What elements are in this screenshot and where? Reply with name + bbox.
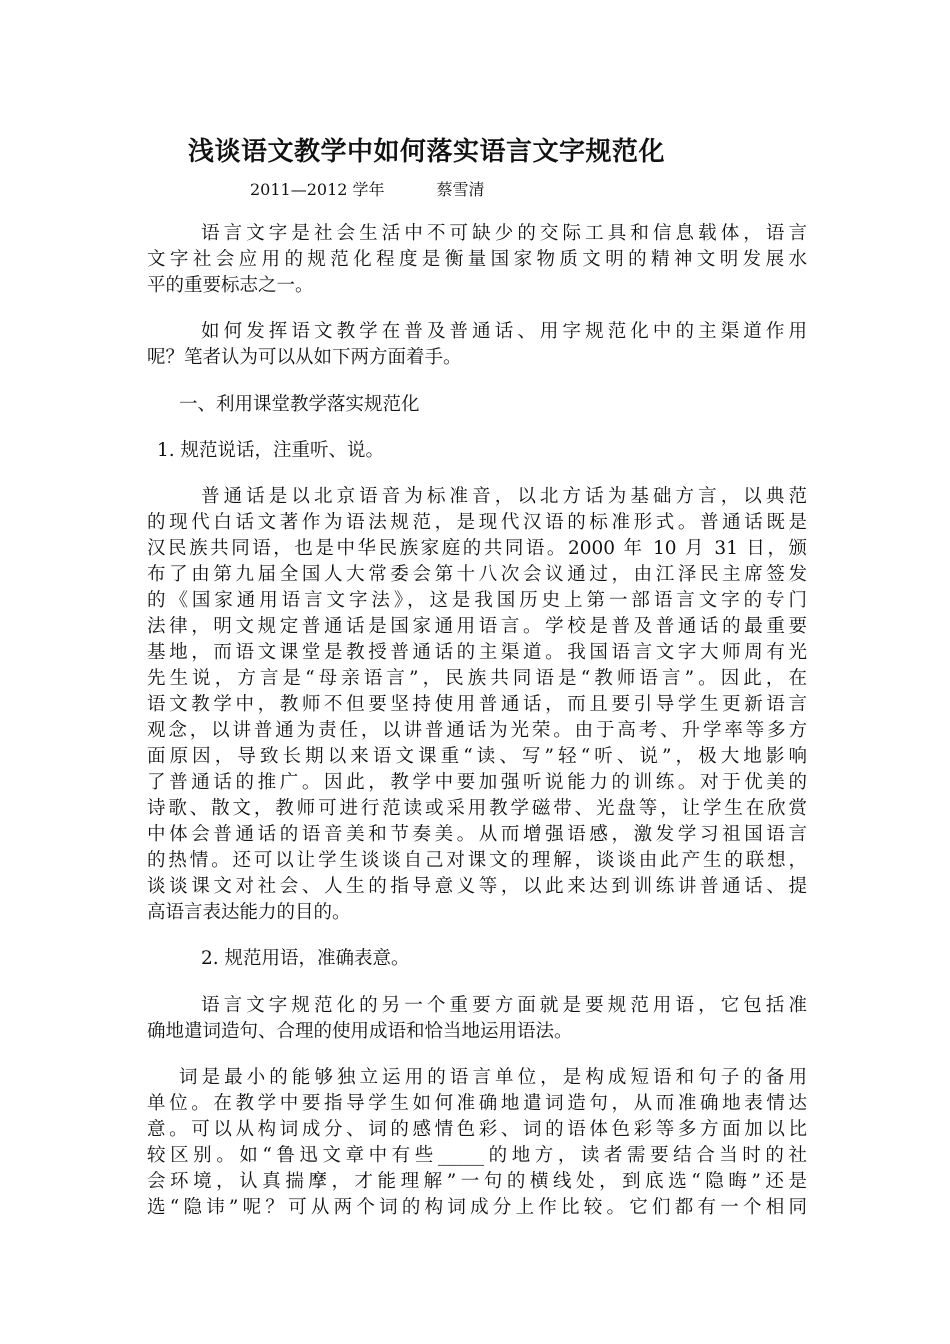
body-line: 文字社会应用的规范化程度是衡量国家物质文明的精神文明发展水 xyxy=(147,249,807,270)
body-line: 谈谈课文对社会、人生的指导意义等，以此来达到训练讲普通话、提 xyxy=(147,876,807,897)
body-line: 先生说，方言是“母亲语言”，民族共同语是“教师语言”。因此，在 xyxy=(147,668,807,689)
byline xyxy=(250,177,485,200)
body-line: 语言文字是社会生活中不可缺少的交际工具和信息载体，语言 xyxy=(201,223,807,244)
body-line: 词是最小的能够独立运用的语言单位，是构成短语和句子的备用 xyxy=(179,1067,807,1088)
body-line: 较区别。如“鲁迅文章中有些_____的地方，读者需要结合当时的社 xyxy=(147,1145,807,1166)
body-line: 的《国家通用语言文字法》，这是我国历史上第一部语言文字的专门 xyxy=(147,590,807,611)
body-line: 确地遣词造句、合理的使用成语和恰当地运用语法。 xyxy=(147,1021,573,1042)
author-name: 蔡雪清 xyxy=(436,180,485,199)
subsection-heading: 1. 规范说话，注重听、说。 xyxy=(157,440,385,461)
body-line: 的热情。还可以让学生谈谈自己对课文的理解，谈谈由此产生的联想， xyxy=(147,850,807,871)
school-year: 2011—2012 学年 xyxy=(250,180,385,199)
body-line: 中体会普通话的语音美和节奏美。从而增强语感，激发学习祖国语言 xyxy=(147,824,807,845)
body-line: 会环境，认真揣摩，才能理解”一句的横线处，到底选“隐晦”还是 xyxy=(147,1171,807,1192)
body-line: 语言文字规范化的另一个重要方面就是要规范用语，它包括准 xyxy=(201,995,807,1016)
body-line: 基地，而语文课堂是教授普通话的主渠道。我国语言文字大师周有光 xyxy=(147,642,807,663)
body-line: 了普通话的推广。因此，教学中要加强听说能力的训练。对于优美的 xyxy=(147,772,807,793)
body-line: 语文教学中，教师不但要坚持使用普通话，而且要引导学生更新语言 xyxy=(147,694,807,715)
body-line: 布了由第九届全国人大常委会第十八次会议通过，由江泽民主席签发 xyxy=(147,564,807,585)
body-line: 面原因，导致长期以来语文课重“读、写”轻“听、说”，极大地影响 xyxy=(147,746,807,767)
body-line: 单位。在教学中要指导学生如何准确地遣词造句，从而准确地表情达 xyxy=(147,1093,807,1114)
body-line: 法律，明文规定普通话是国家通用语言。学校是普及普通话的最重要 xyxy=(147,616,807,637)
body-line: 高语言表达能力的目的。 xyxy=(147,902,351,923)
body-line: 普通话是以北京语音为标准音，以北方话为基础方言，以典范 xyxy=(201,486,807,507)
body-line: 选“隐讳”呢？可从两个词的构词成分上作比较。它们都有一个相同 xyxy=(147,1197,807,1218)
body-line: 观念，以讲普通为责任，以讲普通话为光荣。由于高考、升学率等多方 xyxy=(147,720,807,741)
body-line: 的现代白话文著作为语法规范，是现代汉语的标准形式。普通话既是 xyxy=(147,512,807,533)
document-title: 浅谈语文教学中如何落实语言文字规范化 xyxy=(188,137,666,167)
body-line: 意。可以从构词成分、词的感情色彩、词的语体色彩等多方面加以比 xyxy=(147,1119,807,1140)
body-line: 平的重要标志之一。 xyxy=(147,275,314,296)
subsection-heading: 2. 规范用语，准确表意。 xyxy=(201,948,410,969)
body-line: 如何发挥语文教学在普及普通话、用字规范化中的主渠道作用 xyxy=(201,321,807,342)
body-line: 诗歌、散文，教师可进行范读或采用教学磁带、光盘等，让学生在欣赏 xyxy=(147,798,807,819)
body-line: 呢？笔者认为可以从如下两方面着手。 xyxy=(147,347,462,368)
section-heading: 一、利用课堂教学落实规范化 xyxy=(179,394,420,415)
body-line: 汉民族共同语，也是中华民族家庭的共同语。2000 年 10 月 31 日，颁 xyxy=(147,538,807,559)
